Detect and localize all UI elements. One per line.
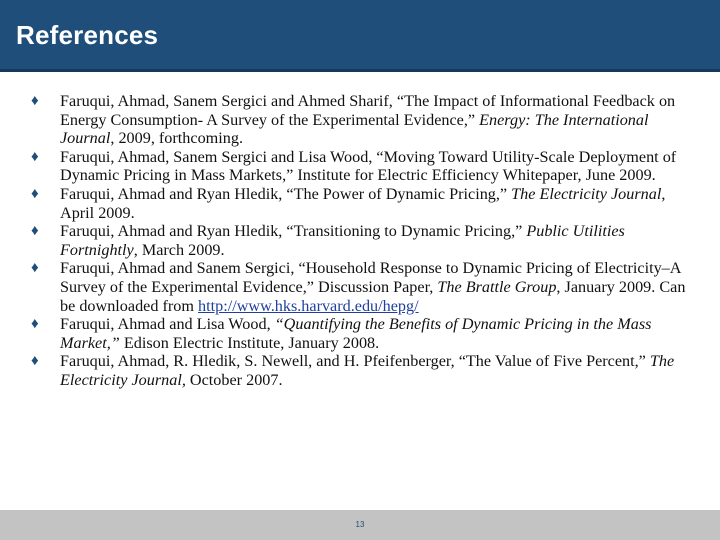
diamond-bullet-icon: ♦: [31, 353, 39, 370]
reference-details: October 2007.: [185, 370, 283, 389]
reference-item: [26, 148, 698, 185]
reference-item: [26, 352, 698, 389]
reference-title: “The Impact of Informational Feedback on Energy Consumption- A Survey of the Experimental Evidence,”: [60, 92, 676, 129]
reference-publication: The Electricity Journal,: [60, 352, 675, 389]
diamond-bullet-icon: ♦: [31, 223, 39, 240]
reference-item: [26, 315, 698, 352]
reference-details: , January 2009. Can be downloaded from: [60, 277, 686, 315]
diamond-bullet-icon: ♦: [31, 148, 39, 165]
reference-details: , March 2009.: [133, 240, 225, 259]
reference-authors: Faruqui, Ahmad, Sanem Sergici and Ahmed Sharif,: [60, 92, 397, 110]
reference-authors: Faruqui, Ahmad and Lisa Wood,: [60, 315, 275, 334]
reference-title: “Moving Toward Utility-Scale Deployment of Dynamic Pricing in Mass Markets,” Institute for Electric Efficiency Whitepaper, June 2009.: [60, 147, 677, 185]
reference-details: , 2009, forthcoming.: [110, 129, 243, 148]
reference-authors: Faruqui, Ahmad and Ryan Hledik,: [60, 184, 287, 203]
hepg-download-link[interactable]: http://www.hks.harvard.edu/hepg/: [198, 296, 419, 315]
reference-item: [26, 222, 698, 259]
reference-publication: Energy: The International Journal: [60, 110, 649, 148]
diamond-bullet-icon: ♦: [31, 185, 39, 202]
reference-title: “The Power of Dynamic Pricing,”: [286, 184, 512, 203]
page-number: 13: [355, 520, 365, 529]
reference-item: [26, 185, 698, 222]
reference-title: “Quantifying the Benefits of Dynamic Pricing in the Mass Market,”: [60, 315, 652, 352]
footer-bar: [0, 510, 720, 540]
reference-title: “The Value of Five Percent,”: [458, 352, 650, 371]
reference-authors: Faruqui, Ahmad and Sanem Sergici,: [60, 259, 299, 278]
diamond-bullet-icon: ♦: [31, 93, 39, 109]
references-list: [26, 92, 698, 390]
title-bar: [0, 0, 720, 72]
reference-item: [26, 259, 698, 315]
reference-item: [26, 92, 698, 148]
reference-publication: Public Utilities Fortnightly: [60, 222, 625, 259]
reference-title: “Household Response to Dynamic Pricing of Electricity–A Survey of the Experimental Evidence,” Discussion Paper,: [60, 259, 681, 296]
reference-details: , April 2009.: [60, 184, 666, 222]
diamond-bullet-icon: ♦: [31, 316, 39, 333]
reference-authors: Faruqui, Ahmad, Sanem Sergici and Lisa Wood,: [60, 147, 377, 166]
reference-title: “Transitioning to Dynamic Pricing,”: [286, 222, 527, 241]
page-title: References: [16, 20, 159, 50]
reference-publication: The Electricity Journal: [511, 184, 662, 203]
reference-authors: Faruqui, Ahmad and Ryan Hledik,: [60, 222, 287, 241]
reference-publication: The Brattle Group: [437, 277, 557, 296]
diamond-bullet-icon: ♦: [31, 260, 39, 277]
reference-details: Edison Electric Institute, January 2008.: [119, 333, 380, 352]
reference-authors: Faruqui, Ahmad, R. Hledik, S. Newell, and H. Pfeifenberger,: [60, 352, 459, 371]
